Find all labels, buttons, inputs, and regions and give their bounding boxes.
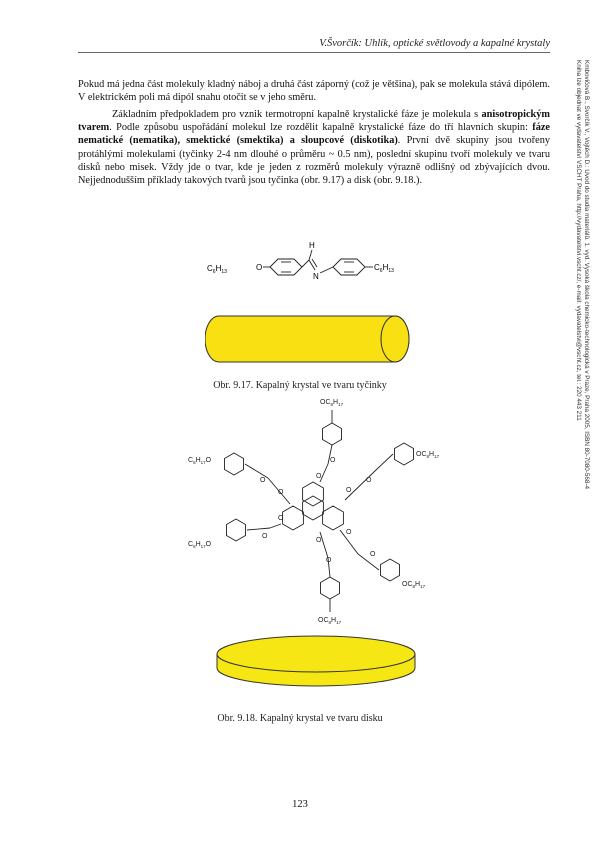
bond [376, 454, 393, 470]
text-run: Základním předpokladem pro vznik termotropní kapalně krystalické fáze je molekula s [112, 109, 482, 120]
page-number: 123 [292, 799, 308, 810]
bond [358, 554, 379, 570]
bond [345, 470, 376, 500]
figure-rod-molecule [205, 236, 420, 286]
ester-oxygen-9: O [262, 533, 268, 540]
ester-oxygen-3: O [278, 515, 284, 522]
bond [245, 464, 268, 478]
figure-9-18-caption: Obr. 9.18. Kapalný krystal ve tvaru disku [217, 713, 383, 724]
ester-oxygen-8: O [260, 477, 266, 484]
core-ring-center [303, 496, 324, 520]
label-oc8h17-lower-right: $OC_8H_{17}$ [402, 581, 426, 589]
label-c6h13-right: $C_6H_{13}$ [374, 263, 394, 274]
ester-oxygen-10: O [370, 551, 376, 558]
ester-oxygen-7: O [366, 477, 372, 484]
bond [270, 524, 281, 528]
bold-term-anisotropic: anisotropickým tvarem [78, 109, 550, 134]
disk-top [217, 636, 415, 672]
side-note [566, 60, 590, 660]
ester-oxygen-2: O [278, 489, 284, 496]
bond [247, 528, 270, 530]
figure-9-17-caption: Obr. 9.17. Kapalný krystal ve tvaru tyčinky [213, 380, 387, 391]
benzene-ring-left [270, 259, 302, 275]
rod-body [205, 316, 409, 362]
benzene-ring-right [333, 259, 365, 275]
paragraph-liquid-crystal-phases [78, 108, 550, 187]
rod-shape [205, 310, 411, 364]
core-ring-right [323, 506, 344, 530]
side-note-line1: Kmbovičová B., Švorčík V., Vojtěch D.: Úvod do studia materiálů. 1. vyd. Vysoká škola chemicko-technologická v Praze, Praha 2005, ISBN 80-7080-568-4 [583, 60, 590, 489]
aryl-ring-top [323, 423, 342, 445]
side-note-line2: Kniha lze objednat ve vydavatelství VŠCHT Praha, http://vydavatelstvi.vscht.cz/, e-mail: vydavatelstvi@vscht.cz, tel.: 220 443 211 [575, 60, 582, 421]
aryl-ring-upper-left [225, 453, 244, 475]
disk-shape [213, 632, 419, 692]
paragraph-dipole: Pokud má jedna část molekuly kladný náboj a druhá část záporný (což je většina), pak se molekula stává dipólem. V elektrickém poli má dipól snahu otočit se v jeho směru. [78, 79, 550, 104]
text-run: . Podle způsobu uspořádání molekul lze rozdělit kapalně krystalické fáze do tří hlavních skupin: [109, 122, 533, 134]
aryl-ring-lower-right [381, 559, 400, 581]
label-c8h17o-lower-left: $C_8H_{17}O$ [188, 541, 212, 549]
running-header: V.Švorčík: Uhlík, optické světlovody a kapalné krystaly [319, 38, 550, 49]
ester-oxygen-1: O [346, 487, 352, 494]
rod-end-cap [381, 316, 409, 362]
aryl-ring-bottom [321, 577, 340, 599]
aryl-ring-upper-right [395, 443, 414, 465]
bold-term-phases: fáze nematické (nematika), smektické (smektika) a sloupcové (diskotika) [78, 122, 550, 147]
label-c6h13-left: $C_6H_{13}$ [207, 264, 227, 275]
label-h: H [309, 241, 315, 250]
label-oc8h17-upper-right: $OC_8H_{17}$ [416, 451, 440, 459]
ester-oxygen-0: O [316, 473, 322, 480]
text-run: . První dvě skupiny jsou tvořeny protáhlými molekulami (tyčinky 2-4 nm dlouhé o průměru ~ 0.5 nm), poslední skupinu tvoří molekuly ve tvaru disků nebo misek. Vždy jde o tvar, kde je jeden z rozměrů molekuly výrazně odlišný od zbývajících dvou. Nejjednodušším příklady takových tvarů jsou tyčinka (obr. 9.17) a disk (obr. 9.18.). [78, 135, 550, 187]
ester-oxygen-11: O [326, 557, 332, 564]
header-rule [78, 52, 550, 53]
label-n: N [313, 272, 319, 281]
ester-oxygen-6: O [330, 457, 336, 464]
ester-oxygen-4: O [346, 529, 352, 536]
ester-oxygen-5: O [316, 537, 322, 544]
core-ring-top [303, 482, 324, 506]
core-ring-left [283, 506, 304, 530]
bond [320, 532, 328, 558]
label-oc8h17-top: $OC_8H_{17}$ [320, 399, 344, 407]
figure-disk-molecule [180, 392, 450, 624]
label-c8h17o-upper-left: $C_8H_{17}O$ [188, 457, 212, 465]
label-o: O [256, 263, 263, 272]
label-oc8h17-bottom: $OC_8H_{17}$ [318, 617, 342, 624]
aryl-ring-lower-left [227, 519, 246, 541]
